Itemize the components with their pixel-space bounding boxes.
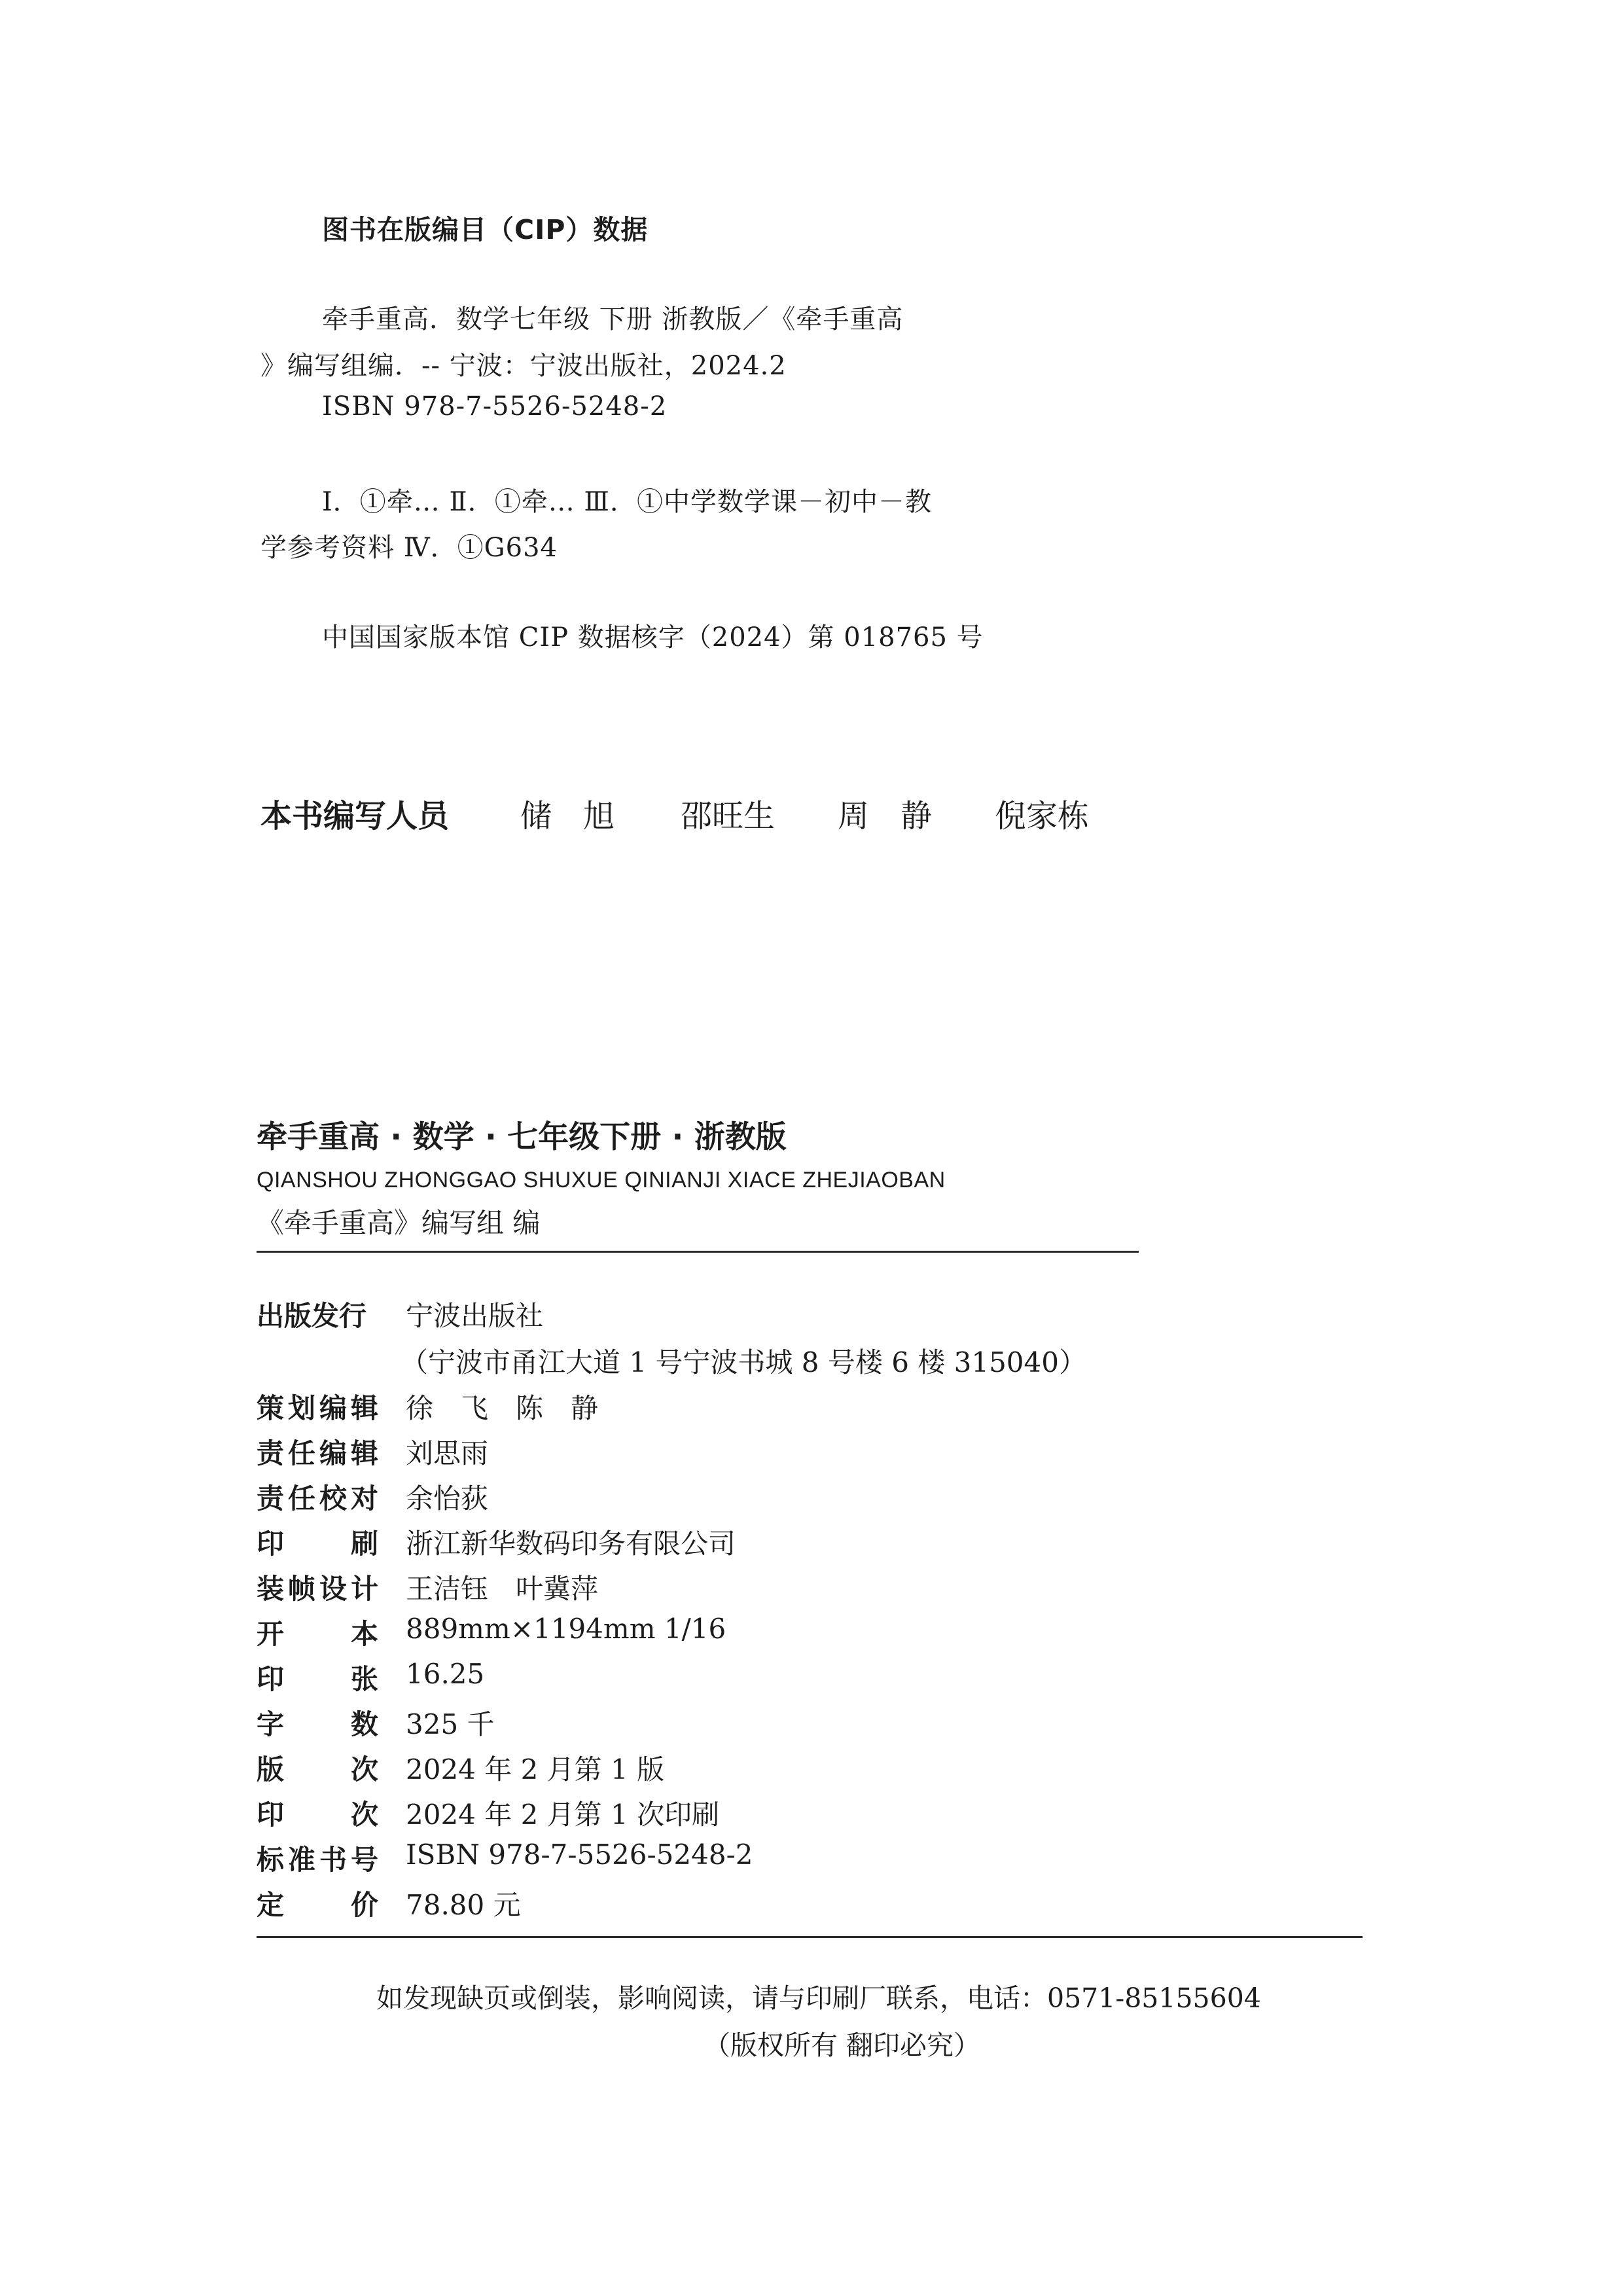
- cip-subject-line-2: 学参考资料 Ⅳ．①G634: [260, 533, 558, 563]
- detail-value: 刘思雨: [406, 1437, 489, 1469]
- authors-label: 本书编写人员: [260, 798, 450, 834]
- detail-label: 开 本: [257, 1618, 378, 1650]
- publisher-label: 出版发行: [257, 1300, 367, 1332]
- cip-heading: 图书在版编目（CIP）数据: [322, 214, 649, 245]
- detail-value: 78.80 元: [406, 1889, 521, 1921]
- detail-label: 印 次: [257, 1799, 378, 1831]
- detail-label: 标 准 书 号: [257, 1844, 378, 1876]
- detail-label: 版 次: [257, 1753, 378, 1785]
- detail-label: 印 张: [257, 1663, 378, 1695]
- cip-record-line-1: 牵手重高．数学七年级 下册 浙教版／《牵手重高: [322, 304, 904, 334]
- detail-label: 责 任 编 辑: [257, 1437, 378, 1469]
- book-editor: 《牵手重高》编写组 编: [257, 1207, 541, 1239]
- publisher-address: （宁波市甬江大道 1 号宁波书城 8 号楼 6 楼 315040）: [401, 1346, 1086, 1378]
- footer-divider: [257, 1936, 1363, 1938]
- author-name: 邵旺生: [681, 798, 776, 834]
- author-name: 储 旭: [520, 798, 615, 834]
- book-title: 牵手重高 · 数学 · 七年级下册 · 浙教版: [257, 1119, 787, 1155]
- detail-label: 定 价: [257, 1889, 378, 1921]
- detail-value: 16.25: [406, 1658, 485, 1690]
- author-name: 周 静: [838, 798, 933, 834]
- detail-value: 徐 飞 陈 静: [406, 1392, 599, 1424]
- detail-label: 印 刷: [257, 1528, 378, 1560]
- detail-label: 装 帧 设 计: [257, 1573, 378, 1605]
- detail-value: 余怡荻: [406, 1482, 489, 1515]
- author-name: 倪家栋: [995, 798, 1090, 834]
- title-divider: [257, 1251, 1139, 1253]
- defect-notice: 如发现缺页或倒装，影响阅读，请与印刷厂联系，电话：0571-85155604: [376, 1982, 1261, 2014]
- book-title-pinyin: QIANSHOU ZHONGGAO SHUXUE QINIANJI XIACE ZHEJIAOBAN: [257, 1168, 946, 1193]
- detail-label: 责 任 校 对: [257, 1482, 378, 1515]
- detail-value: 2024 年 2 月第 1 次印刷: [406, 1799, 720, 1831]
- detail-label: 策 划 编 辑: [257, 1392, 378, 1424]
- cip-subject-line-1: Ⅰ．①牵… Ⅱ．①牵… Ⅲ．①中学数学课－初中－教: [322, 487, 932, 517]
- detail-value: ISBN 978-7-5526-5248-2: [406, 1839, 753, 1871]
- copyright-notice: （版权所有 翻印必究）: [704, 2030, 981, 2061]
- detail-value: 王洁钰 叶冀萍: [406, 1573, 599, 1605]
- cip-isbn: ISBN 978-7-5526-5248-2: [322, 391, 668, 422]
- cip-record-line-2: 》编写组编．-- 宁波：宁波出版社，2024.2: [260, 351, 787, 381]
- publisher-name: 宁波出版社: [406, 1300, 544, 1332]
- detail-value: 325 千: [406, 1708, 495, 1740]
- detail-value: 2024 年 2 月第 1 版: [406, 1753, 665, 1785]
- detail-value: 浙江新华数码印务有限公司: [406, 1528, 736, 1560]
- cip-approval-number: 中国国家版本馆 CIP 数据核字（2024）第 018765 号: [322, 622, 984, 653]
- detail-value: 889mm×1194mm 1/16: [406, 1613, 726, 1645]
- detail-label: 字 数: [257, 1708, 378, 1740]
